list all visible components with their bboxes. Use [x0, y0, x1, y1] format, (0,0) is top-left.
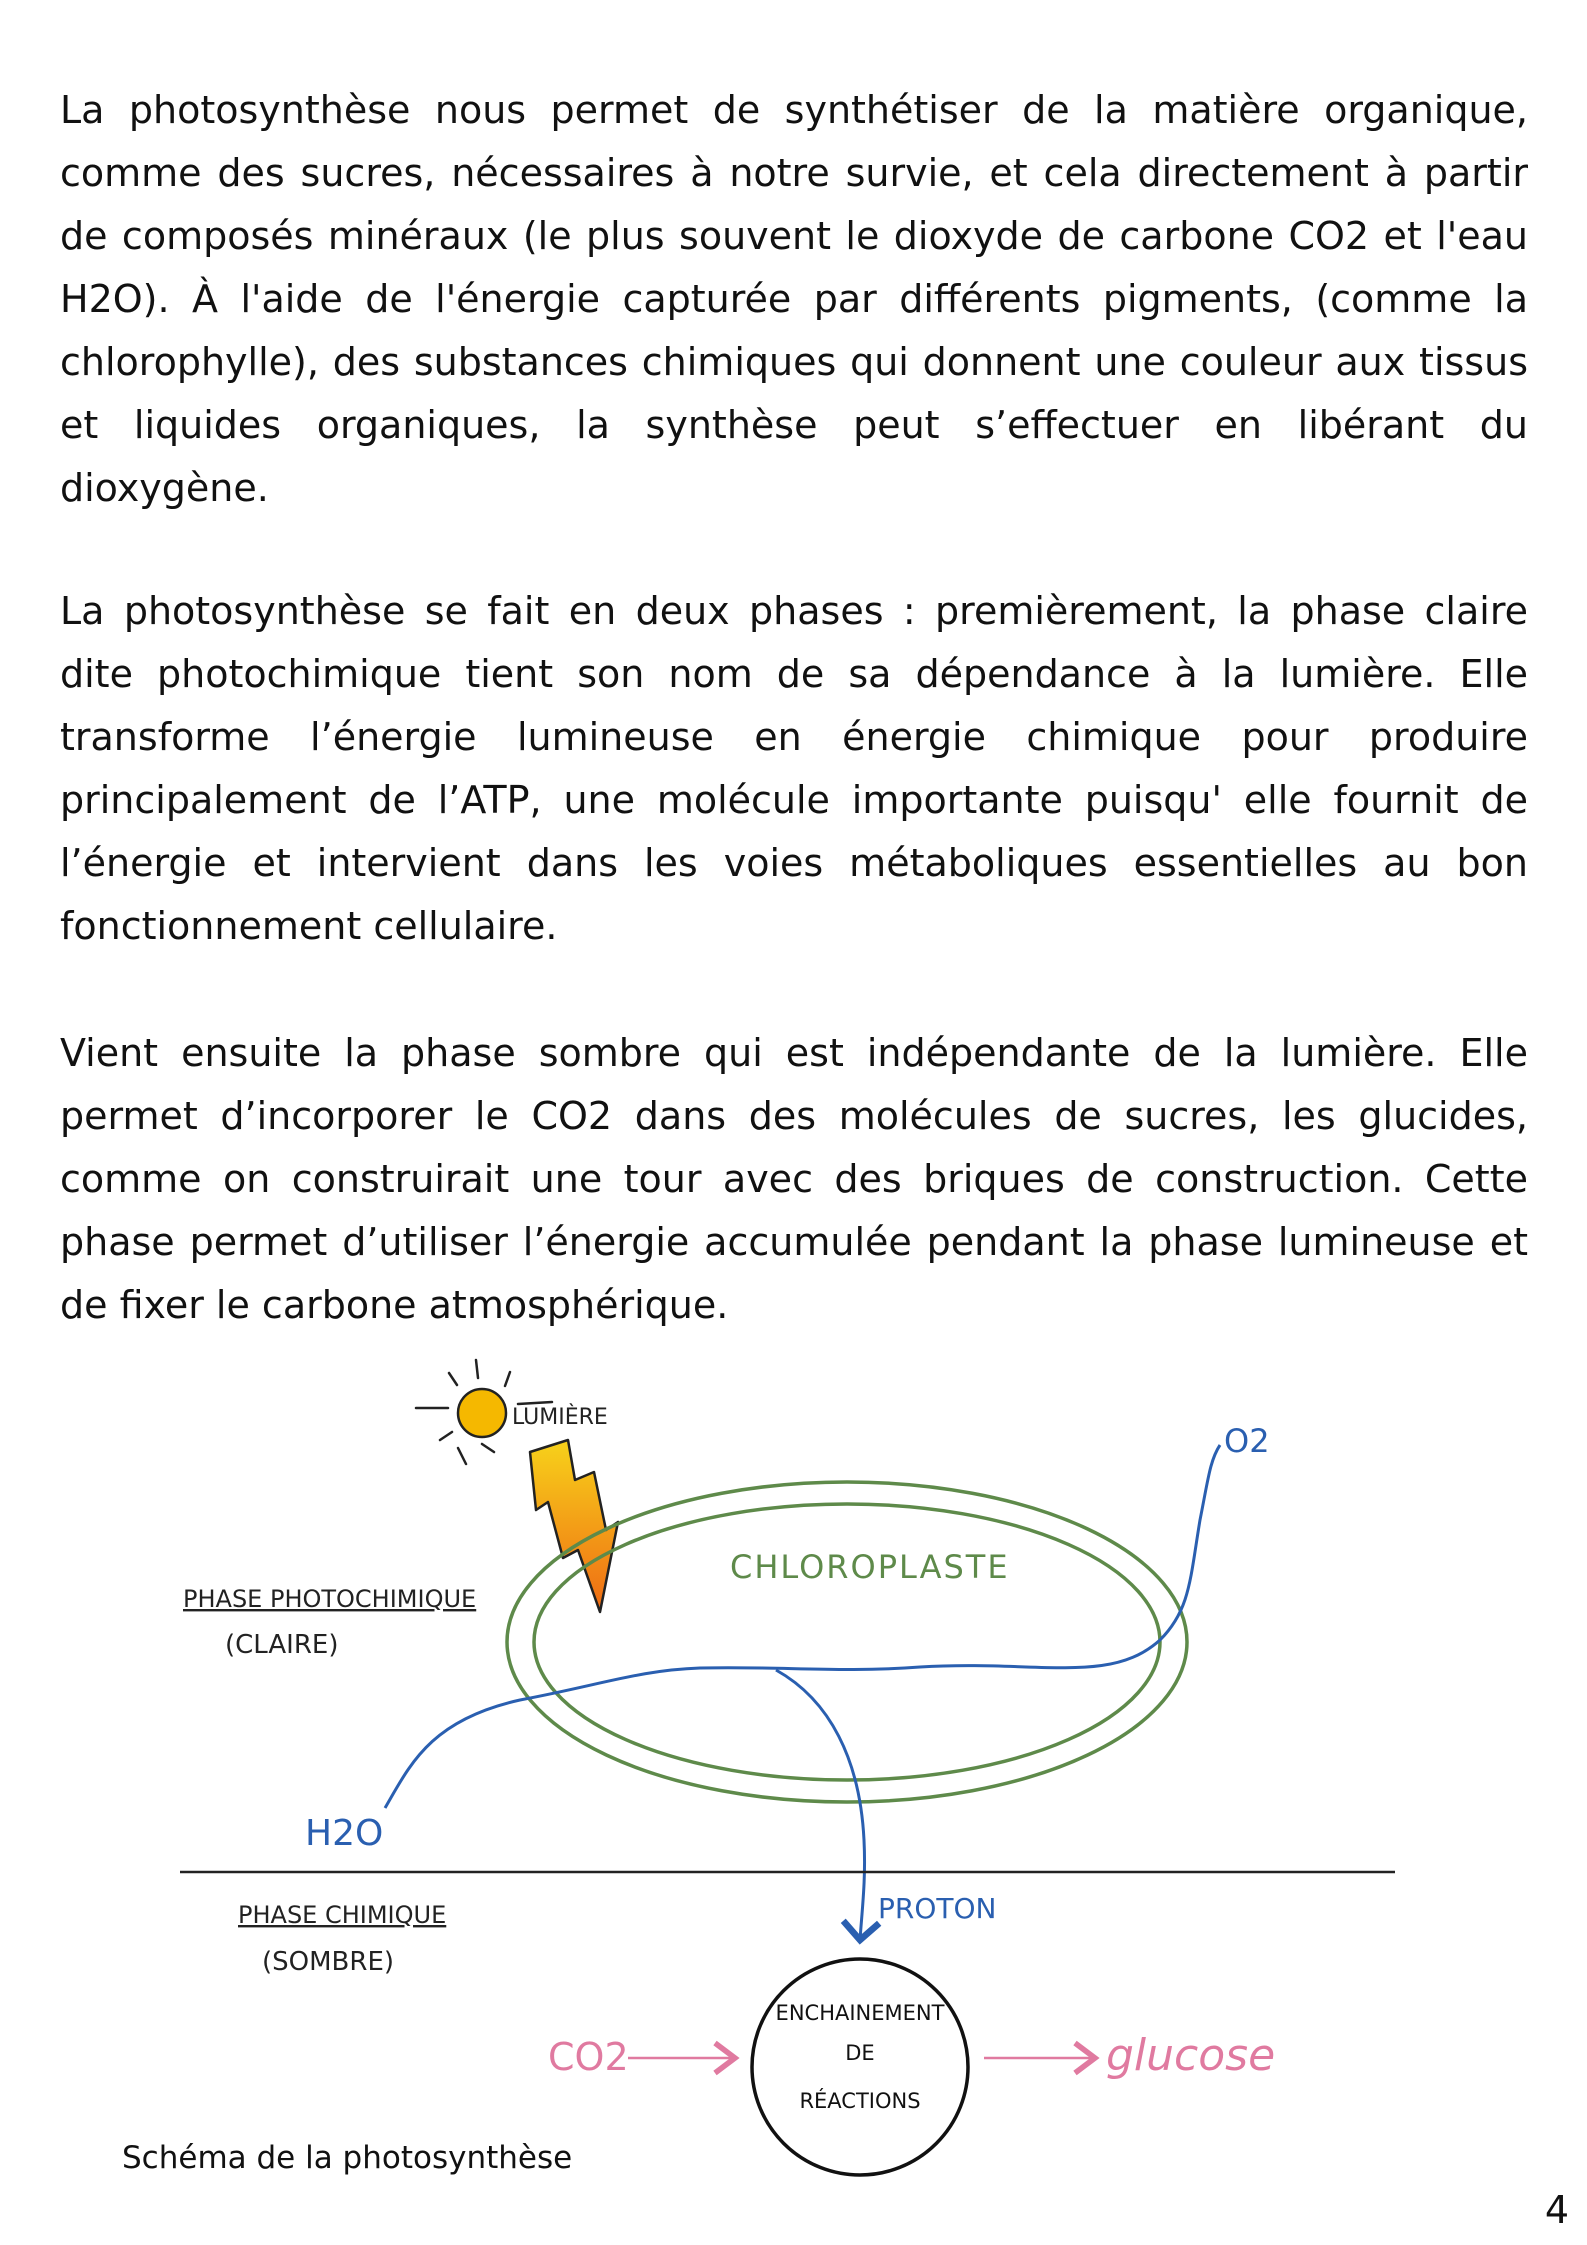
- paragraph-intro: La photosynthèse nous permet de synthétiser de la matière organique, comme des sucres, nécessaires à notre survie, et cela directement à partir de composés minéraux (le plus souvent le dioxyde de carbone CO2 et l'eau H2O). À l'aide de l'énergie capturée par différents pigments, (comme la chlorophylle), des substances chimiques qui donnent une couleur aux tissus et liquides organiques, la synthèse peut s’effectuer en libérant du dioxygène.: [60, 88, 1528, 510]
- phase-light-sub: (CLAIRE): [225, 1630, 339, 1660]
- h2o-label: H2O: [305, 1813, 384, 1854]
- paragraph-light-phase: La photosynthèse se fait en deux phases : premièrement, la phase claire dite photochimique tient son nom de sa dépendance à la lumière. Elle transforme l’énergie lumineuse en énergie chimique pour produire principalement de l’ATP, une molécule importante puisqu' elle fournit de l’énergie et intervient dans les voies métaboliques essentielles au bon fonctionnement cellulaire.: [60, 589, 1528, 948]
- chloroplast-label: CHLOROPLASTE: [730, 1548, 1010, 1586]
- co2-label: CO2: [548, 2035, 629, 2079]
- proton-label: PROTON: [878, 1892, 997, 1925]
- page-number: 4: [1544, 2188, 1569, 2232]
- phase-dark-title: PHASE CHIMIQUE: [238, 1901, 447, 1929]
- photosynthesis-diagram: [0, 1340, 1587, 2200]
- proton-arrow: [776, 1670, 865, 1940]
- figure-caption: Schéma de la photosynthèse: [122, 2140, 573, 2176]
- paragraph-dark-phase: Vient ensuite la phase sombre qui est indépendante de la lumière. Elle permet d’incorporer le CO2 dans des molécules de sucres, les glucides, comme on construirait une tour avec des briques de construction. Cette phase permet d’utiliser l’énergie accumulée pendant la phase lumineuse et de fixer le carbone atmosphérique.: [60, 1031, 1528, 1327]
- reaction-line1: ENCHAINEMENT: [775, 2001, 945, 2025]
- reaction-line3: RÉACTIONS: [799, 2089, 921, 2113]
- reaction-circle: [752, 1959, 968, 2175]
- lightning-bolt-icon: [530, 1440, 618, 1612]
- light-label: LUMIÈRE: [512, 1405, 608, 1430]
- glucose-label: glucose: [1106, 2030, 1276, 2081]
- phase-dark-sub: (SOMBRE): [262, 1947, 395, 1977]
- reaction-line2: DE: [845, 2041, 875, 2065]
- phase-light-title: PHASE PHOTOCHIMIQUE: [183, 1585, 477, 1613]
- o2-label: O2: [1224, 1422, 1270, 1460]
